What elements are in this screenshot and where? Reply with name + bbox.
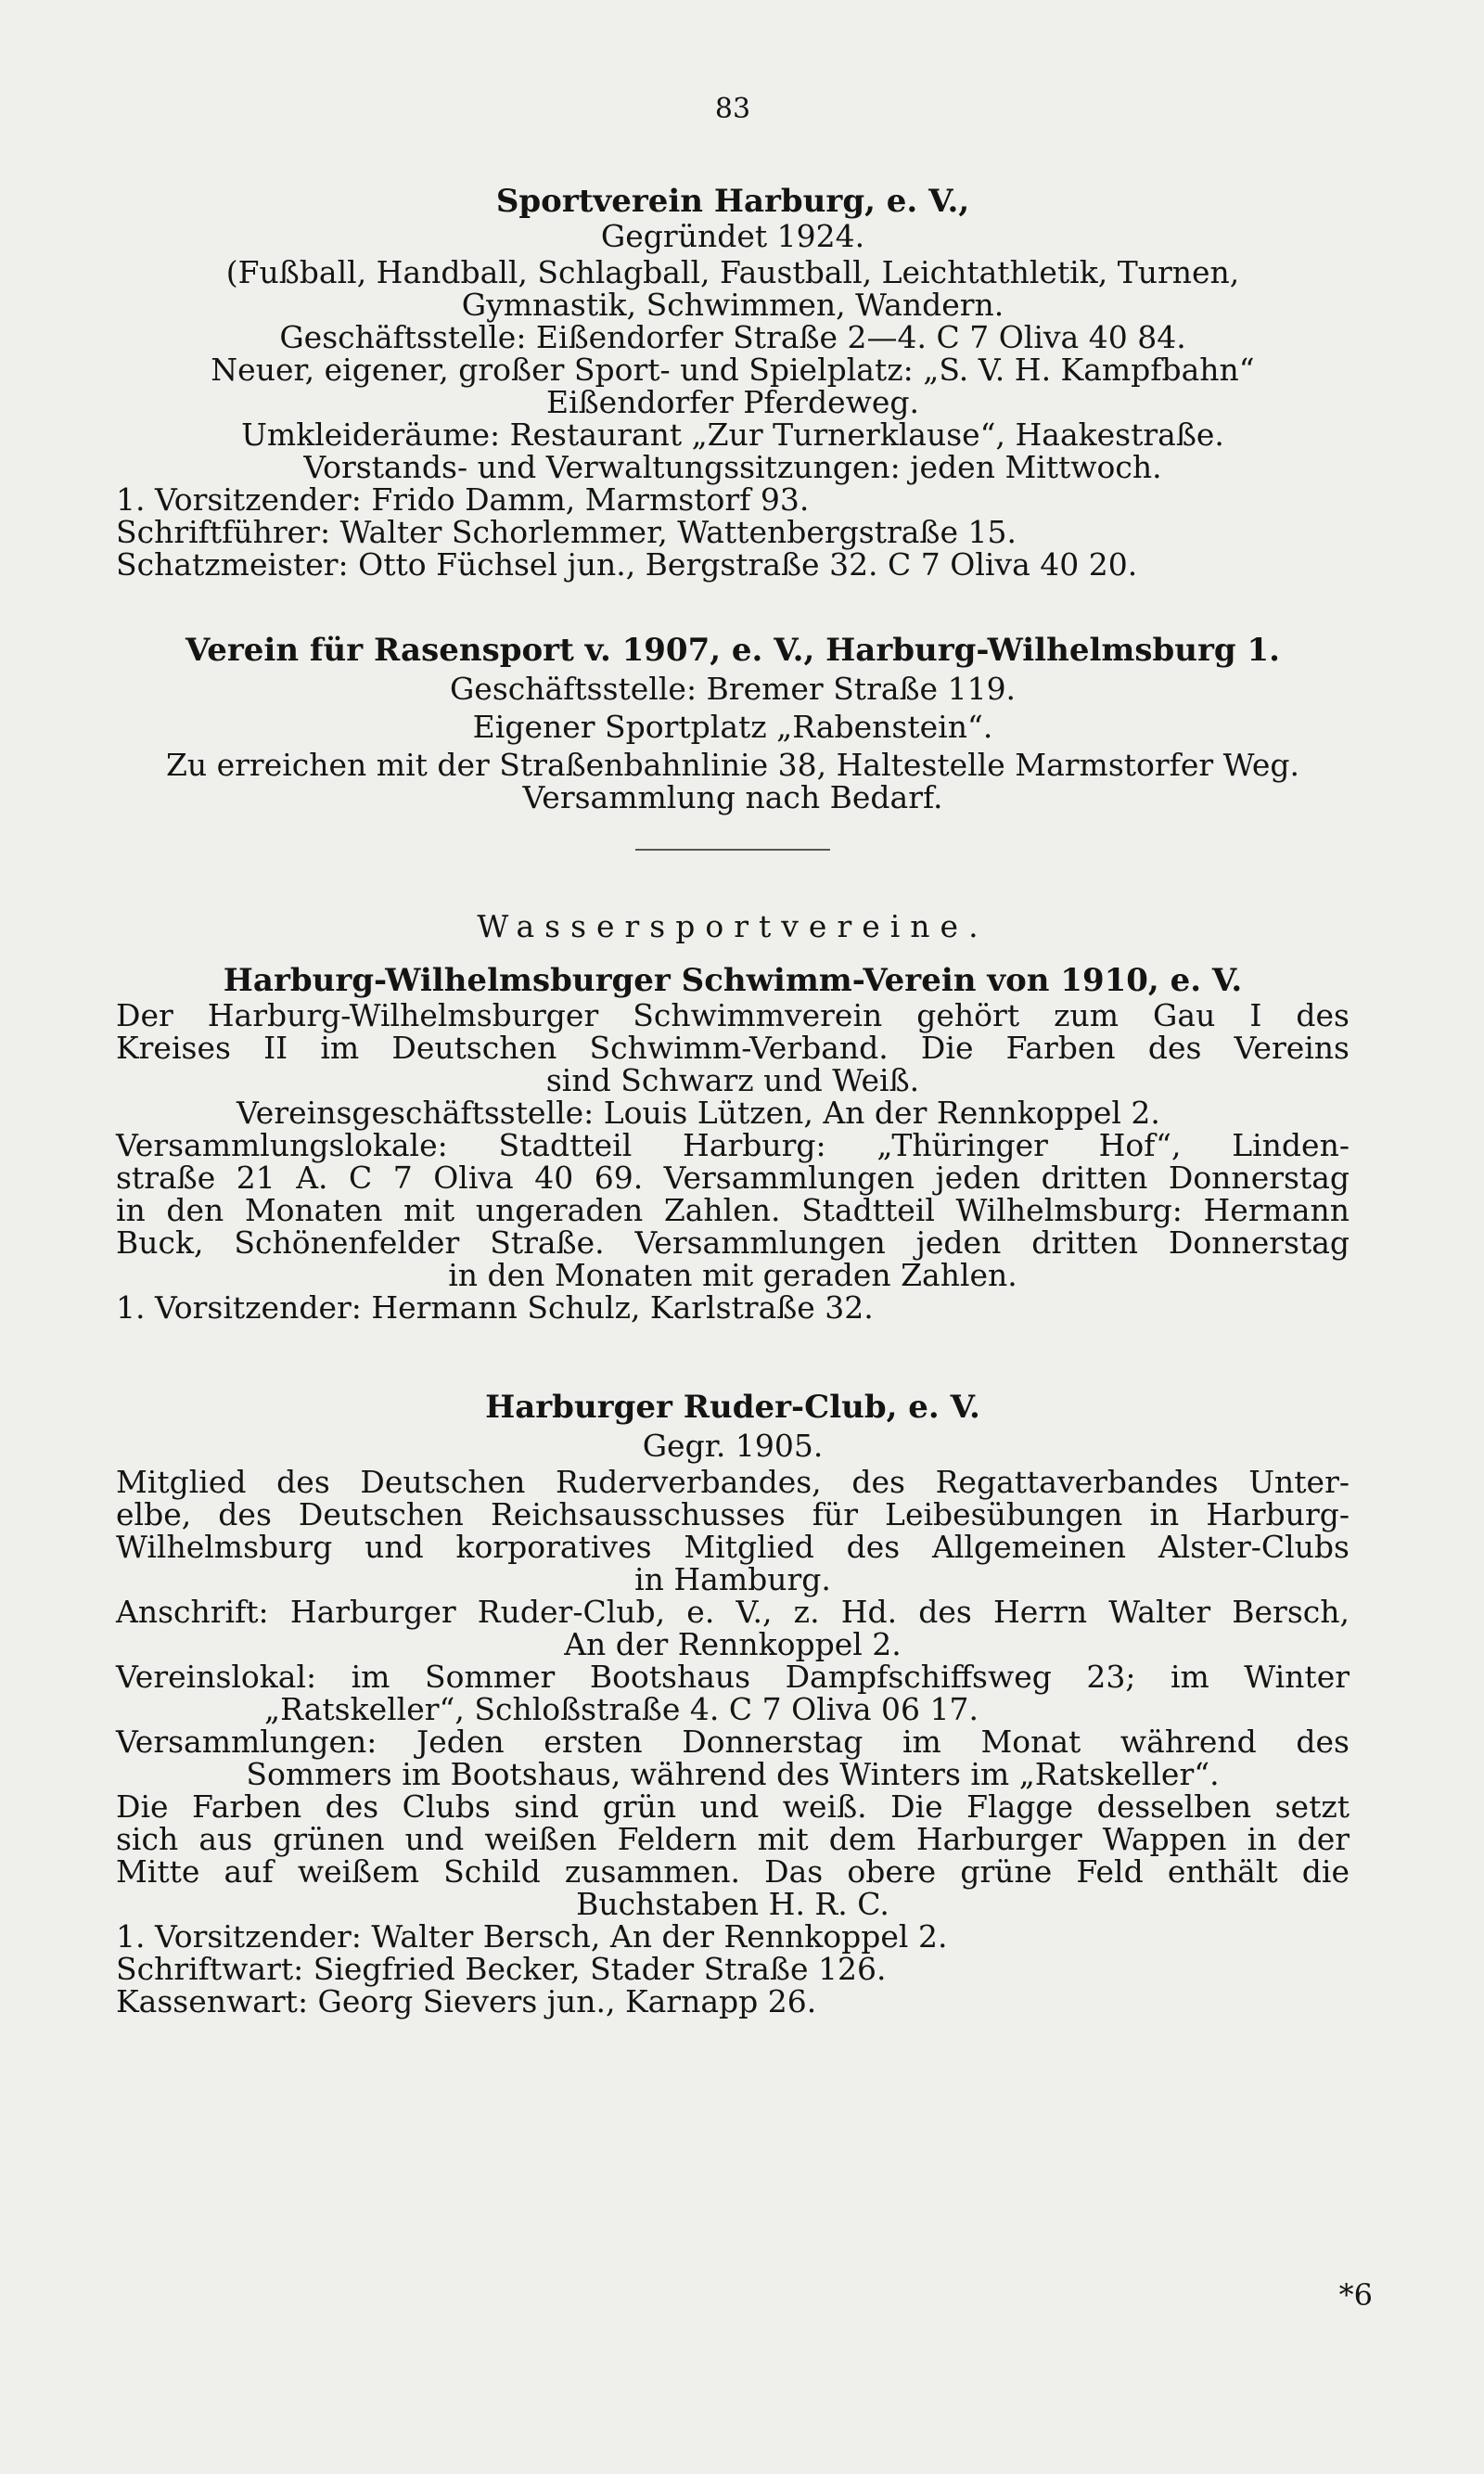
text-line: Zu erreichen mit der Straßenbahnlinie 38, Haltestelle Marmstorfer Weg.	[165, 747, 1300, 783]
text-line: Geschäftsstelle: Eißendorfer Straße 2—4. C 7 Oliva 40 84.	[279, 319, 1186, 355]
text-line: Buchstaben H. R. C.	[576, 1886, 889, 1922]
text-line: Schriftwart: Siegfried Becker, Stader Straße 126.	[116, 1951, 887, 1987]
page-number: 83	[714, 93, 751, 125]
text-line: Kreises II im Deutschen Schwimm-Verband. Die Farben des Vereins	[116, 1030, 1350, 1066]
text-line: Gegründet 1924.	[600, 218, 865, 254]
text-line: Gymnastik, Schwimmen, Wandern.	[461, 287, 1004, 323]
text-line: Umkleideräume: Restaurant „Zur Turnerklause“, Haakestraße.	[241, 417, 1224, 453]
text-line: Schatzmeister: Otto Füchsel jun., Bergstraße 32. C 7 Oliva 40 20.	[116, 546, 1138, 583]
signature-mark: *6	[1338, 2277, 1373, 2313]
section-title: Verein für Rasensport v. 1907, e. V., Harburg-Wilhelmsburg 1.	[186, 632, 1280, 669]
text-line: Gegr. 1905.	[642, 1428, 824, 1464]
text-line: Eißendorfer Pferdeweg.	[545, 384, 919, 420]
text-line: Versammlungen: Jeden ersten Donnerstag im Monat während des	[116, 1724, 1350, 1760]
text-line: Neuer, eigener, großer Sport- und Spielplatz: „S. V. H. Kampfbahn“	[211, 352, 1255, 388]
text-line: Versammlung nach Bedarf.	[522, 779, 943, 815]
text-line: Versammlungslokale: Stadtteil Harburg: „Thüringer Hof“, Linden-	[116, 1127, 1350, 1163]
text-line: sich aus grünen und weißen Feldern mit dem Harburger Wappen in der	[116, 1821, 1350, 1857]
text-line: Vereinslokal: im Sommer Bootshaus Dampfschiffsweg 23; im Winter	[116, 1659, 1350, 1695]
section-ruder-club	[116, 1389, 1350, 2018]
text-line: Schriftführer: Walter Schorlemmer, Wattenbergstraße 15.	[116, 514, 1017, 550]
text-line: in Hamburg.	[634, 1561, 831, 1597]
text-line: Kassenwart: Georg Sievers jun., Karnapp 26.	[116, 1983, 817, 2019]
section-title: Sportverein Harburg, e. V.,	[495, 183, 970, 220]
text-line: Vereinsgeschäftsstelle: Louis Lützen, An der Rennkoppel 2.	[237, 1095, 1160, 1131]
text-line: Mitte auf weißem Schild zusammen. Das obere grüne Feld enthält die	[116, 1853, 1350, 1890]
text-line: Der Harburg-Wilhelmsburger Schwimmverein gehört zum Gau I des	[116, 997, 1350, 1033]
text-line: Eigener Sportplatz „Rabenstein“.	[472, 709, 993, 745]
text-line: 1. Vorsitzender: Hermann Schulz, Karlstraße 32.	[116, 1289, 874, 1326]
text-line: sind Schwarz und Weiß.	[545, 1062, 920, 1098]
section-verein-fuer-rasensport	[116, 632, 1350, 814]
text-line: (Fußball, Handball, Schlagball, Faustball, Leichtathletik, Turnen,	[225, 254, 1240, 290]
text-line: Sommers im Bootshaus, während des Winters im „Ratskeller“.	[246, 1756, 1220, 1792]
text-line: Anschrift: Harburger Ruder-Club, e. V., z. Hd. des Herrn Walter Bersch,	[116, 1594, 1350, 1630]
text-line: straße 21 A. C 7 Oliva 40 69. Versammlungen jeden dritten Donnerstag	[116, 1160, 1350, 1196]
category-heading: Wassersportvereine.	[477, 908, 989, 944]
text-line: Wilhelmsburg und korporatives Mitglied des Allgemeinen Alster-Clubs	[116, 1529, 1350, 1565]
text-line: Vorstands- und Verwaltungssitzungen: jeden Mittwoch.	[303, 449, 1162, 485]
text-line: Mitglied des Deutschen Ruderverbandes, des Regattaverbandes Unter-	[116, 1464, 1350, 1500]
section-title: Harburger Ruder-Club, e. V.	[485, 1389, 980, 1426]
text-line: Geschäftsstelle: Bremer Straße 119.	[449, 671, 1017, 707]
text-line: Die Farben des Clubs sind grün und weiß. Die Flagge desselben setzt	[116, 1788, 1350, 1825]
section-schwimm-verein	[116, 962, 1350, 1324]
text-line: in den Monaten mit geraden Zahlen.	[448, 1257, 1017, 1293]
text-line: „Ratskeller“, Schloßstraße 4. C 7 Oliva 06 17.	[264, 1691, 979, 1727]
text-line: Buck, Schönenfelder Straße. Versammlungen jeden dritten Donnerstag	[116, 1224, 1350, 1261]
text-line: 1. Vorsitzender: Frido Damm, Marmstorf 93.	[116, 481, 810, 518]
text-line: in den Monaten mit ungeraden Zahlen. Stadtteil Wilhelmsburg: Hermann	[116, 1192, 1350, 1228]
text-line: 1. Vorsitzender: Walter Bersch, An der Rennkoppel 2.	[116, 1918, 948, 1955]
section-sportverein-harburg	[116, 183, 1350, 581]
text-line: An der Rennkoppel 2.	[564, 1626, 902, 1662]
section-title: Harburg-Wilhelmsburger Schwimm-Verein von 1910, e. V.	[223, 962, 1243, 999]
text-line: elbe, des Deutschen Reichsausschusses für Leibesübungen in Harburg-	[116, 1496, 1350, 1532]
